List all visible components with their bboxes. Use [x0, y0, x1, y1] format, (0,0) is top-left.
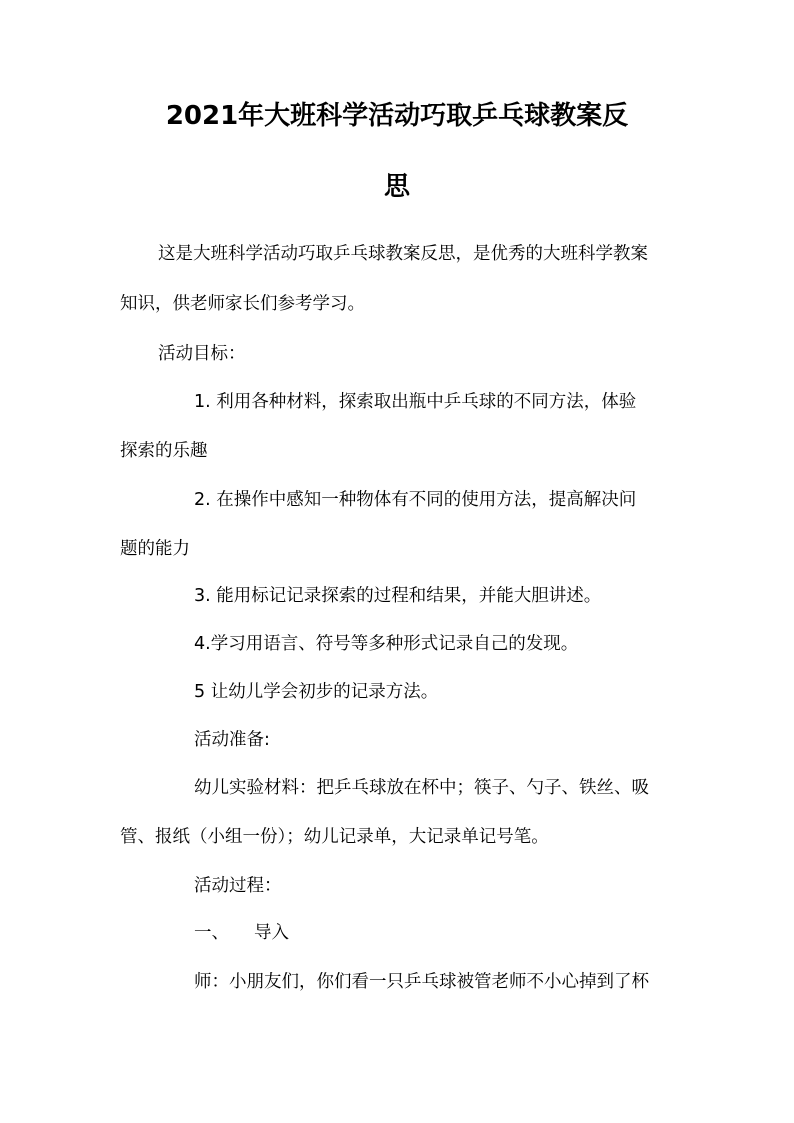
- goal-2-line-2: 题的能力: [120, 539, 190, 559]
- teacher-dialogue-line: 师：小朋友们，你们看一只乒乓球被管老师不小心掉到了杯: [194, 972, 649, 992]
- goal-4: 4.学习用语言、符号等多种形式记录自己的发现。: [194, 634, 579, 654]
- goal-1-line-2: 探索的乐趣: [120, 441, 208, 461]
- preparation-line-1: 幼儿实验材料：把乒乓球放在杯中；筷子、勺子、铁丝、吸: [194, 778, 649, 798]
- process-heading: 活动过程：: [194, 876, 282, 896]
- intro-paragraph-line-2: 知识，供老师家长们参考学习。: [120, 294, 365, 314]
- section-1-number: 一、: [194, 923, 229, 943]
- goal-3: 3. 能用标记记录探索的过程和结果，并能大胆讲述。: [194, 586, 602, 606]
- goals-heading: 活动目标：: [158, 344, 246, 364]
- document-title-line-2: 思: [383, 172, 410, 202]
- intro-paragraph-line-1: 这是大班科学活动巧取乒乓球教案反思，是优秀的大班科学教案: [158, 244, 648, 264]
- goal-5: 5 让幼儿学会初步的记录方法。: [194, 682, 439, 702]
- document-title-line-1: 2021年大班科学活动巧取乒乓球教案反: [165, 101, 629, 131]
- goal-1-line-1: 1. 利用各种材料，探索取出瓶中乒乓球的不同方法，体验: [194, 392, 637, 412]
- preparation-heading: 活动准备:: [194, 730, 270, 750]
- section-1-title: 导入: [254, 923, 289, 943]
- preparation-line-2: 管、报纸（小组一份）；幼儿记录单，大记录单记号笔。: [120, 827, 549, 847]
- goal-2-line-1: 2. 在操作中感知一种物体有不同的使用方法，提高解决问: [194, 490, 637, 510]
